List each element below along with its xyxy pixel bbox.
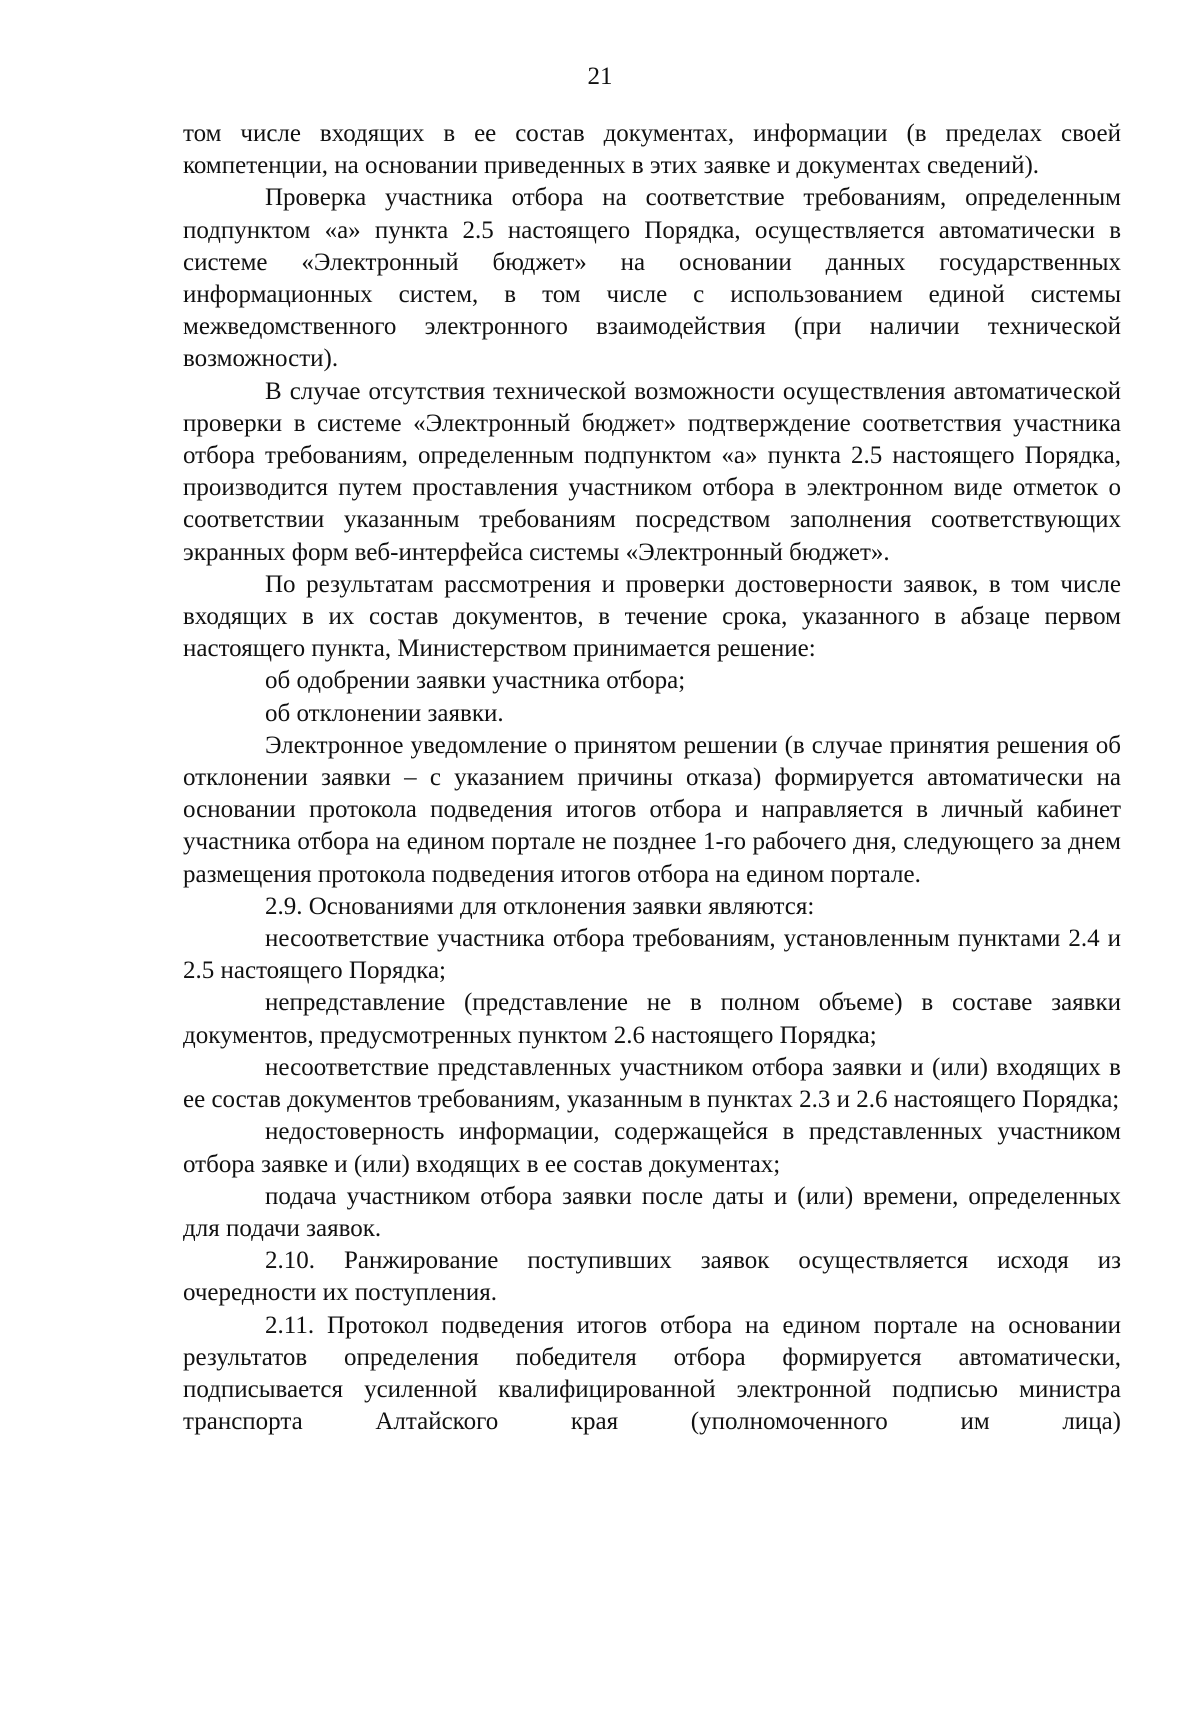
list-item: несоответствие представленных участником отбора заявки и (или) входящих в ее состав документов требованиям, указанным в пунктах 2.3 и 2.6 настоящего Порядка; bbox=[183, 1053, 1121, 1114]
paragraph: том числе входящих в ее состав документах, информации (в пределах своей компетенции, на основании приведенных в этих заявке и документах сведений). bbox=[183, 120, 1121, 180]
list-item: об одобрении заявки участника отбора; bbox=[265, 667, 686, 695]
list-item: непредставление (представление не в полном объеме) в составе заявки документов, предусмотренных пунктом 2.6 настоящего Порядка; bbox=[183, 989, 1121, 1049]
document-body bbox=[183, 118, 1121, 1438]
list-item: об отклонении заявки. bbox=[265, 699, 504, 727]
paragraph: Проверка участника отбора на соответствие требованиям, определенным подпунктом «а» пункта 2.5 настоящего Порядка, осуществляется автоматически в системе «Электронный бюджет» на основании данных государственных информационных систем, в том числе с использованием единой системы межведомственного электронного взаимодействия (при наличии технической возможности). bbox=[183, 184, 1121, 373]
page-number: 21 bbox=[587, 63, 613, 90]
section-heading-2-9: 2.9. Основаниями для отклонения заявки являются: bbox=[265, 892, 815, 920]
list-item: недостоверность информации, содержащейся в представленных участником отбора заявке и (или) входящих в ее состав документах; bbox=[183, 1118, 1121, 1178]
list-item: несоответствие участника отбора требованиям, установленным пунктами 2.4 и 2.5 настоящего Порядка; bbox=[183, 925, 1121, 985]
paragraph: В случае отсутствия технической возможности осуществления автоматической проверки в системе «Электронный бюджет» подтверждение соответствия участника отбора требованиям, определенным подпунктом «а» пункта 2.5 настоящего Порядка, производится путем проставления участником отбора в электронном виде отметок о соответствии указанным требованиям посредством заполнения соответствующих экранных форм веб-интерфейса системы «Электронный бюджет». bbox=[183, 377, 1121, 566]
section-2-11: 2.11. Протокол подведения итогов отбора на едином портале на основании результатов определения победителя отбора формируется автоматически, подписывается усиленной квалифицированной электронной подписью министра транспорта Алтайского края (уполномоченного им лица) bbox=[183, 1311, 1121, 1436]
section-2-10: 2.10. Ранжирование поступивших заявок осуществляется исходя из очередности их поступления. bbox=[183, 1247, 1121, 1307]
paragraph: По результатам рассмотрения и проверки достоверности заявок, в том числе входящих в их состав документов, в течение срока, указанного в абзаце первом настоящего пункта, Министерством принимается решение: bbox=[183, 570, 1121, 663]
paragraph: Электронное уведомление о принятом решении (в случае принятия решения об отклонении заявки – с указанием причины отказа) формируется автоматически на основании протокола подведения итогов отбора и направляется в личный кабинет участника отбора на едином портале не позднее 1-го рабочего дня, следующего за днем размещения протокола подведения итогов отбора на едином портале. bbox=[183, 731, 1121, 888]
list-item: подача участником отбора заявки после даты и (или) времени, определенных для подачи заявок. bbox=[183, 1182, 1121, 1242]
